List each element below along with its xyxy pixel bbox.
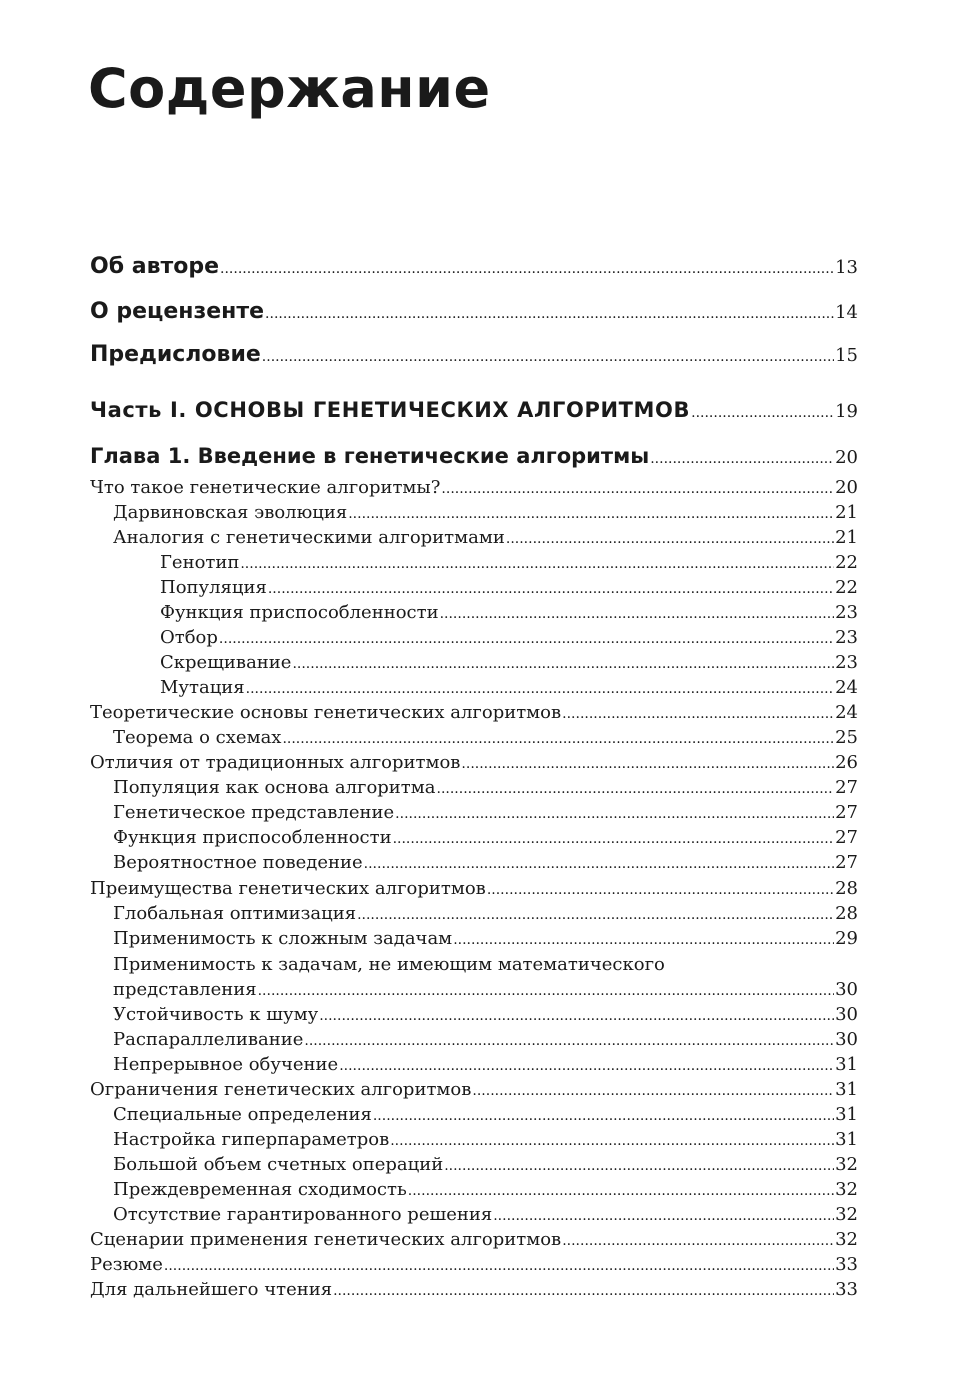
toc-page-number: 32 (835, 1229, 858, 1250)
toc-entry-label: Глава 1. Введение в генетические алгоритмы (90, 444, 650, 468)
toc-entry-label: Резюме (90, 1254, 163, 1275)
leader-dots (339, 1058, 834, 1074)
toc-page-number: 20 (835, 447, 858, 468)
toc-entry-label: Генетическое представление (113, 802, 395, 823)
leader-dots (472, 1083, 834, 1099)
toc-entry-label: Теоретические основы генетических алгоритмов (90, 702, 562, 723)
toc-entry-label: Настройка гиперпараметров (113, 1129, 390, 1150)
toc-page-number: 31 (835, 1079, 858, 1100)
leader-dots (562, 1233, 834, 1249)
toc-entry-chapter-1[interactable] (90, 444, 858, 468)
toc-entry-label: Часть I. ОСНОВЫ ГЕНЕТИЧЕСКИХ АЛГОРИТМОВ (90, 398, 691, 422)
leader-dots (408, 1183, 834, 1199)
toc-entry[interactable] (113, 1154, 858, 1175)
leader-dots (393, 831, 835, 847)
toc-entry-label: Аналогия с генетическими алгоритмами (113, 527, 505, 548)
toc-entry-label: представления (113, 979, 257, 1000)
toc-entry-label: Применимость к сложным задачам (113, 928, 453, 949)
leader-dots (650, 451, 834, 467)
leader-dots (246, 681, 834, 697)
toc-entry-label: Предисловие (90, 342, 261, 367)
toc-entry-part-1[interactable] (90, 398, 858, 422)
leader-dots (437, 781, 835, 797)
toc-page-number: 31 (835, 1104, 858, 1125)
toc-page-number: 32 (835, 1204, 858, 1225)
toc-entry-label: Отсутствие гарантированного решения (113, 1204, 493, 1225)
toc-page-number: 21 (835, 502, 858, 523)
toc-page-number: 24 (835, 702, 858, 723)
toc-page-number: 27 (835, 852, 858, 873)
leader-dots (292, 656, 834, 672)
toc-entry[interactable] (160, 577, 858, 598)
toc-entry-label: Устойчивость к шуму (113, 1004, 319, 1025)
toc-entry[interactable] (113, 1104, 858, 1125)
toc-entry-label: Об авторе (90, 254, 220, 279)
toc-page-number: 22 (835, 552, 858, 573)
toc-entry-preface[interactable] (90, 342, 858, 367)
toc-entry-label: Преимущества генетических алгоритмов (90, 878, 486, 899)
leader-dots (390, 1133, 834, 1149)
toc-entry-label: Популяция как основа алгоритма (113, 777, 436, 798)
toc-page-number: 21 (835, 527, 858, 548)
toc-entry-label: Генотип (160, 552, 240, 573)
toc-entry[interactable] (113, 727, 858, 748)
toc-entry-label: Распараллеливание (113, 1029, 304, 1050)
toc-page-number: 25 (835, 727, 858, 748)
toc-entry-label: Функция приспособленности (160, 602, 439, 623)
toc-entry[interactable] (113, 1054, 858, 1075)
toc-page-number: 31 (835, 1129, 858, 1150)
toc-page-number: 14 (835, 302, 858, 323)
toc-entry[interactable] (160, 552, 858, 573)
toc-entry-label: Сценарии применения генетических алгоритмов (90, 1229, 562, 1250)
toc-entry[interactable] (90, 477, 858, 498)
leader-dots (444, 1158, 834, 1174)
leader-dots (441, 481, 834, 497)
leader-dots (282, 731, 834, 747)
toc-page-number: 26 (835, 752, 858, 773)
toc-entry[interactable] (160, 602, 858, 623)
toc-entry-label: Популяция (160, 577, 267, 598)
leader-dots (373, 1108, 834, 1124)
toc-entry[interactable] (90, 752, 858, 773)
leader-dots (364, 856, 834, 872)
toc-page-number: 30 (835, 1029, 858, 1050)
toc-entry-reviewer[interactable] (90, 299, 858, 324)
toc-entry-about-author[interactable] (90, 254, 858, 279)
leader-dots (220, 261, 834, 277)
toc-entry[interactable] (113, 1204, 858, 1225)
toc-entry[interactable] (113, 527, 858, 548)
toc-page-number: 19 (835, 401, 858, 422)
toc-entry[interactable] (113, 827, 858, 848)
toc-entry[interactable] (113, 928, 858, 949)
leader-dots (562, 706, 834, 722)
toc-entry[interactable] (113, 1029, 858, 1050)
toc-page-number: 23 (835, 627, 858, 648)
toc-entry[interactable] (160, 677, 858, 698)
leader-dots (487, 882, 834, 898)
toc-entry[interactable] (113, 777, 858, 798)
toc-page-number: 27 (835, 827, 858, 848)
leader-dots (395, 806, 834, 822)
toc-page-number: 31 (835, 1054, 858, 1075)
leader-dots (461, 756, 834, 772)
toc-entry-label: Функция приспособленности (113, 827, 392, 848)
toc-entry-label: Непрерывное обучение (113, 1054, 339, 1075)
toc-entry-label: Отличия от традиционных алгоритмов (90, 752, 461, 773)
leader-dots (348, 506, 834, 522)
toc-page-number: 28 (835, 878, 858, 899)
leader-dots (304, 1033, 834, 1049)
toc-entry-label: Скрещивание (160, 652, 292, 673)
toc-page-number: 20 (835, 477, 858, 498)
toc-entry[interactable] (113, 903, 858, 924)
leader-dots (265, 306, 834, 322)
toc-entry-label: Вероятностное поведение (113, 852, 363, 873)
toc-entry[interactable] (90, 878, 858, 899)
toc-entry-label-line1: Применимость к задачам, не имеющим математического (113, 954, 665, 975)
toc-entry-label: Теорема о схемах (113, 727, 282, 748)
toc-page-number: 27 (835, 777, 858, 798)
leader-dots (164, 1258, 834, 1274)
toc-entry[interactable] (90, 1079, 858, 1100)
leader-dots (357, 907, 834, 923)
toc-page-number: 30 (835, 1004, 858, 1025)
toc-entry-label: Большой объем счетных операций (113, 1154, 444, 1175)
toc-entry[interactable] (113, 979, 858, 1000)
toc-entry-label: Что такое генетические алгоритмы? (90, 477, 441, 498)
leader-dots (493, 1208, 834, 1224)
toc-page-number: 22 (835, 577, 858, 598)
toc-entry-label: Дарвиновская эволюция (113, 502, 348, 523)
leader-dots (691, 405, 834, 421)
leader-dots (268, 581, 834, 597)
toc-page-number: 33 (835, 1254, 858, 1275)
toc-entry[interactable] (90, 1254, 858, 1275)
toc-entry[interactable] (113, 852, 858, 873)
toc-entry-label: Преждевременная сходимость (113, 1179, 407, 1200)
toc-entry-label: Ограничения генетических алгоритмов (90, 1079, 472, 1100)
toc-page-number: 30 (835, 979, 858, 1000)
toc-entry[interactable] (113, 502, 858, 523)
toc-entry[interactable] (113, 1129, 858, 1150)
toc-page-number: 33 (835, 1279, 858, 1300)
toc-page-number: 15 (835, 345, 858, 366)
toc-page-number: 32 (835, 1154, 858, 1175)
toc-entry[interactable] (90, 1279, 858, 1300)
toc-entry[interactable] (113, 802, 858, 823)
toc-page-number: 23 (835, 602, 858, 623)
toc-entry-label: Специальные определения (113, 1104, 372, 1125)
toc-entry[interactable] (160, 627, 858, 648)
toc-page-number: 24 (835, 677, 858, 698)
toc-entry[interactable] (113, 1179, 858, 1200)
leader-dots (219, 631, 834, 647)
leader-dots (240, 556, 834, 572)
toc-entry[interactable] (90, 1229, 858, 1250)
toc-entry-label: Мутация (160, 677, 245, 698)
toc-entry-label: О рецензенте (90, 299, 265, 324)
toc-page-number: 32 (835, 1179, 858, 1200)
leader-dots (506, 531, 834, 547)
leader-dots (333, 1283, 834, 1299)
toc-entry-label: Для дальнейшего чтения (90, 1279, 333, 1300)
toc-page-number: 13 (835, 257, 858, 278)
toc-page-number: 28 (835, 903, 858, 924)
page-title: Содержание (88, 57, 491, 120)
leader-dots (319, 1008, 834, 1024)
leader-dots (258, 983, 834, 999)
toc-entry-label: Отбор (160, 627, 218, 648)
leader-dots (453, 932, 834, 948)
toc-page-number: 23 (835, 652, 858, 673)
leader-dots (262, 349, 834, 365)
leader-dots (440, 606, 835, 622)
toc-page-number: 29 (835, 928, 858, 949)
toc-entry-label: Глобальная оптимизация (113, 903, 357, 924)
toc-entry[interactable] (90, 702, 858, 723)
toc-page-number: 27 (835, 802, 858, 823)
toc-entry[interactable] (113, 1004, 858, 1025)
toc-entry[interactable] (160, 652, 858, 673)
